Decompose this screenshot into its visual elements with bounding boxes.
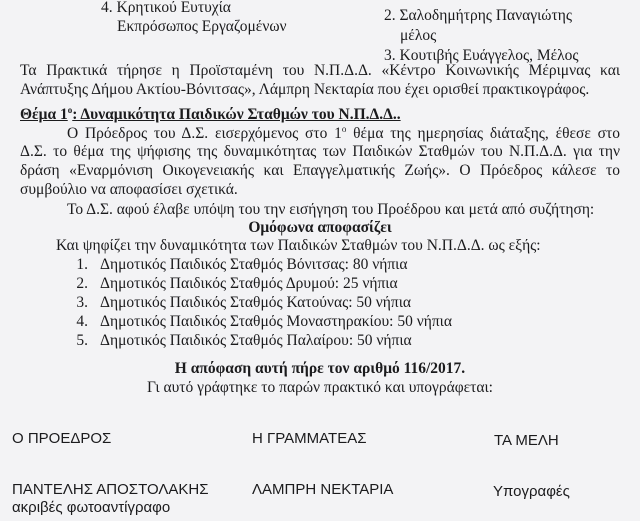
secretary-title: Η ΓΡΑΜΜΑΤΕΑΣ: [252, 430, 367, 447]
list-item: [60, 294, 452, 313]
attendance-cutoff-line: [384, 0, 388, 6]
list-item: [60, 313, 452, 332]
list-item-text: Δημοτικός Παιδικός Σταθμός Βόνιτσας: 80 νήπια: [100, 256, 408, 273]
list-item-number: 4.: [76, 313, 88, 330]
list-item-number: 1.: [76, 256, 88, 273]
attendee-2-role: μέλος: [400, 27, 437, 44]
attendee-4-name: 4. Κρητικού Ευτυχία: [101, 0, 231, 16]
topic-paragraph-line-4: συμβούλιο να αποφασίσει σχετικά.: [20, 181, 238, 198]
minutes-keeper-line-1: Τα Πρακτικά τήρησε η Προϊσταμένη του Ν.Π.Δ.Δ. «Κέντρο Κοινωνικής Μέριμνας και: [20, 62, 620, 79]
list-item-text: Δημοτικός Παιδικός Σταθμός Παλαίρου: 50 νήπια: [100, 332, 412, 349]
list-item-number: 3.: [76, 294, 88, 311]
president-note: ακριβές φωτοαντίγραφο: [12, 499, 171, 516]
list-item-text: Δημοτικός Παιδικός Σταθμός Κατούνας: 50 νήπια: [100, 294, 411, 311]
topic-sup: ο: [67, 105, 73, 115]
list-item: [60, 275, 452, 294]
closing-line: Γι αυτό γράφτηκε το παρών πρακτικό και υπογράφεται:: [147, 379, 493, 396]
list-item-text: Δημοτικός Παιδικός Σταθμός Δρυμού: 25 νήπια: [100, 275, 398, 292]
topic-heading: [20, 105, 401, 124]
list-item: [60, 256, 452, 275]
list-item-number: 5.: [76, 332, 88, 349]
attendee-4-role: Εκπρόσωπος Εργαζομένων: [117, 18, 287, 35]
list-item-text: Δημοτικός Παιδικός Σταθμός Μοναστηρακίου: 50 νήπια: [100, 313, 452, 330]
list-item: [60, 332, 452, 351]
president-title: Ο ΠΡΟΕΔΡΟΣ: [12, 430, 112, 447]
para1-end: θέμα της ημερησίας διάταξης, έθεσε στο: [346, 125, 620, 142]
members-title: ΤΑ ΜΕΛΗ: [494, 432, 559, 449]
decision-intro: Το Δ.Σ. αφού έλαβε υπόψη του την εισήγηση του Προέδρου και μετά από συζήτηση:: [67, 201, 595, 218]
kindergarten-capacity-list: [60, 256, 452, 351]
members-signatures-note: Υπογραφές: [493, 483, 570, 500]
decision-verdict: Ομόφωνα αποφασίζει: [248, 219, 392, 236]
attendee-3-name: 3. Κουτιβής Ευάγγελος, Μέλος: [384, 47, 579, 64]
list-item-number: 2.: [76, 275, 88, 292]
para1-sup: ο: [341, 124, 347, 134]
president-name: ΠΑΝΤΕΛΗΣ ΑΠΟΣΤΟΛΑΚΗΣ: [12, 481, 209, 498]
topic-paragraph-line-1: [67, 124, 620, 143]
decision-vote-line: Και ψηφίζει την δυναμικότητα των Παιδικών Σταθμών του Ν.Π.Δ.Δ. ως εξής:: [56, 237, 541, 254]
topic-title: : Δυναμικότητα Παιδικών Σταθμών του Ν.Π.Δ.Δ..: [72, 106, 401, 123]
secretary-name: ΛΑΜΠΡΗ ΝΕΚΤΑΡΙΑ: [252, 481, 394, 498]
attendee-2-name: 2. Σαλοδημήτρης Παναγιώτης: [384, 7, 572, 24]
minutes-keeper-line-2: Ανάπτυξης Δήμου Ακτίου-Βόνιτσας», Λάμπρη Νεκταρία που έχει ορισθεί πρακτικογράφος.: [20, 81, 590, 98]
para1-start: Ο Πρόεδρος του Δ.Σ. εισερχόμενος στο 1: [67, 125, 342, 142]
decision-number: Η απόφαση αυτή πήρε τον αριθμό 116/2017.: [174, 360, 466, 377]
topic-prefix: Θέμα 1: [20, 106, 68, 123]
topic-paragraph-line-2: Δ.Σ. το θέμα της ψήφισης της δυναμικότητας των Παιδικών Σταθμών του Ν.Π.Δ.Δ. για την: [20, 143, 620, 160]
topic-paragraph-line-3: δράση «Εναρμόνιση Οικογενειακής και Επαγγελματικής Ζωής». Ο Πρόεδρος κάλεσε το: [20, 162, 620, 179]
